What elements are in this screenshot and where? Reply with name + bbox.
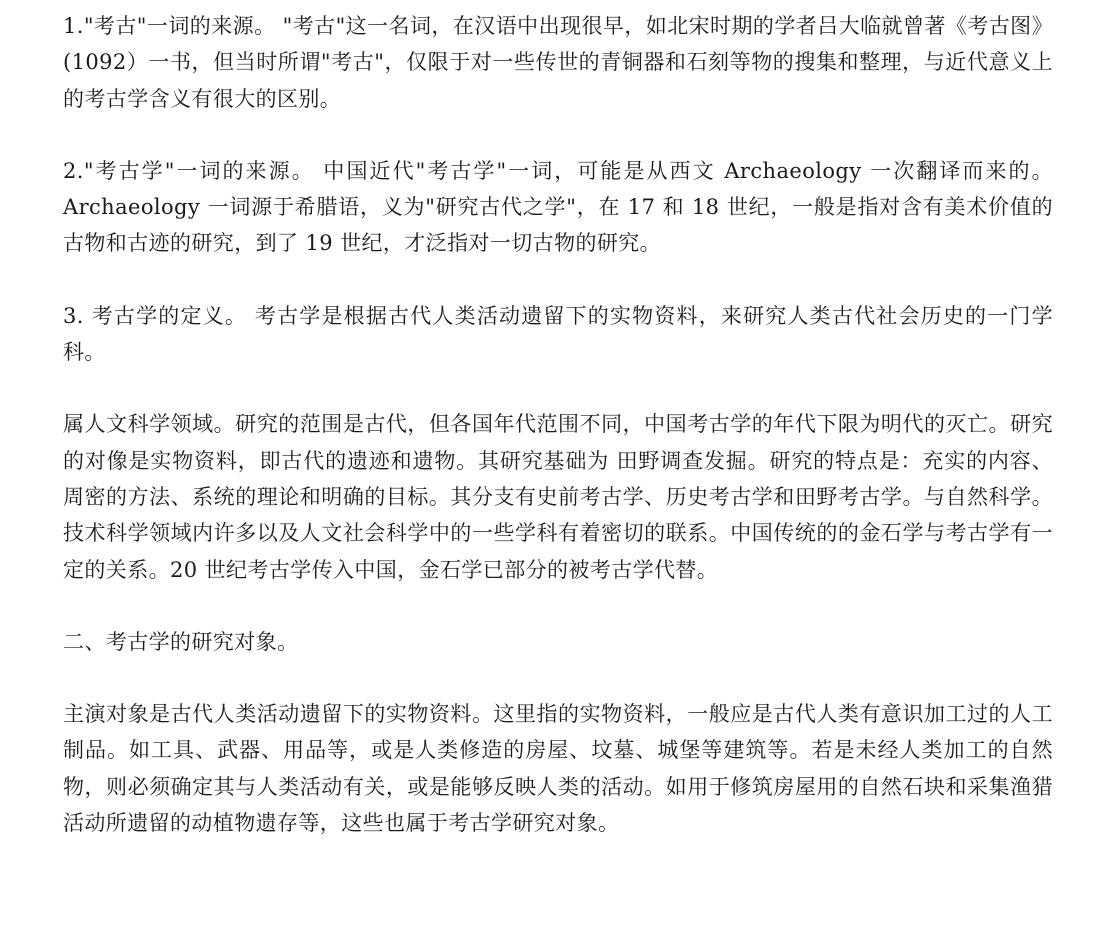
document-page <box>63 8 1053 841</box>
paragraph-archaeology-origin: 2."考古学"一词的来源。 中国近代"考古学"一词，可能是从西文 Archaeology 一次翻译而来的。Archaeology 一词源于希腊语，义为"研究古代之学"，在 17 和 18 世纪，一般是指对含有美术价值的古物和古迹的研究，到了 19 世纪，才泛指对一切古物的研究。 <box>63 158 1053 256</box>
paragraph-field-scope: 属人文科学领域。研究的范围是古代，但各国年代范围不同，中国考古学的年代下限为明代的灭亡。研究的对像是实物资料，即古代的遗迹和遗物。其研究基础为 田野调查发掘。研究的特点是：充实的内容、周密的方法、系统的理论和明确的目标。其分支有史前考古学、历史考古学和田野考古学。与自然科学。技术科学领域内许多以及人文社会科学中的一些学科有着密切的联系。中国传统的的金石学与考古学有一定的关系。20 世纪考古学传入中国，金石学已部分的被考古学代替。 <box>63 412 1053 582</box>
paragraph-term-origin: 1."考古"一词的来源。 "考古"这一名词，在汉语中出现很早，如北宋时期的学者吕大临就曾著《考古图》(1092）一书，但当时所谓"考古"，仅限于对一些传世的青铜器和石刻等物的搜集和整理，与近代意义上的考古学含义有很大的区别。 <box>63 14 1053 111</box>
section-heading-research-object: 二、考古学的研究对象。 <box>63 629 299 654</box>
paragraph-definition: 3. 考古学的定义。 考古学是根据古代人类活动遗留下的实物资料，来研究人类古代社会历史的一门学科。 <box>63 303 1053 365</box>
paragraph-research-object: 主演对象是古代人类活动遗留下的实物资料。这里指的实物资料，一般应是古代人类有意识加工过的人工制品。如工具、武器、用品等，或是人类修造的房屋、坟墓、城堡等建筑等。若是未经人类加工的自然物，则必须确定其与人类活动有关，或是能够反映人类的活动。如用于修筑房屋用的自然石块和采集渔猎活动所遗留的动植物遗存等，这些也属于考古学研究对象。 <box>63 702 1053 836</box>
